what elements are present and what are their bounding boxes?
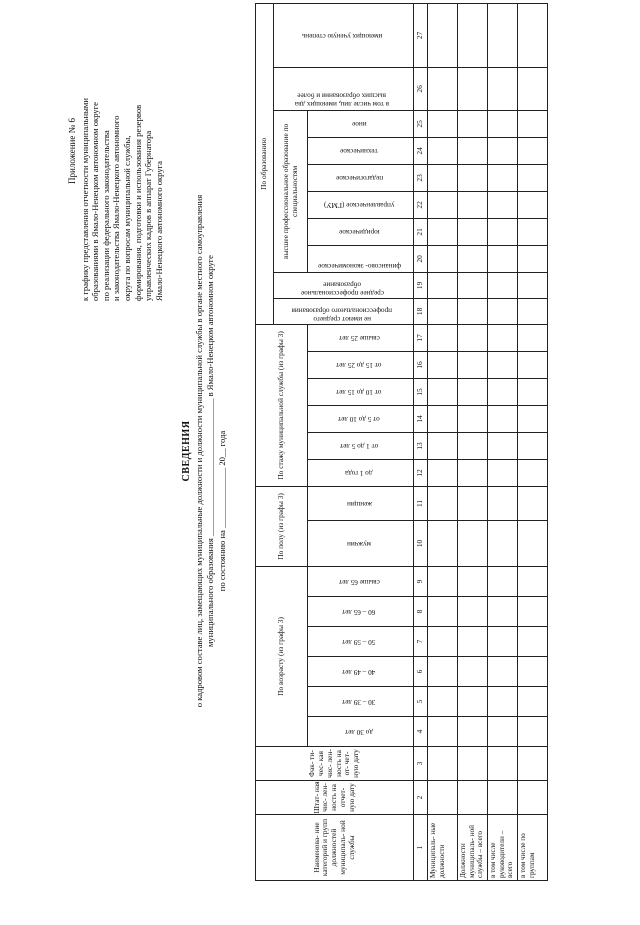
row-label: в том числе по группам	[518, 815, 548, 881]
col-header-spec-3: управленческое (ГМУ)	[308, 191, 414, 218]
col-header-age-1: до 30 лет	[308, 717, 414, 747]
col-number: 26	[414, 67, 428, 110]
col-number: 16	[414, 351, 428, 378]
col-header-staff-count: Штат- ная чис- лен- ность на отчет- ную дату	[256, 781, 414, 815]
data-cell[interactable]	[428, 378, 458, 405]
col-number: 15	[414, 378, 428, 405]
data-cell[interactable]	[518, 459, 548, 486]
data-cell[interactable]	[458, 597, 488, 627]
col-header-age-5: 60 – 65 лет	[308, 597, 414, 627]
col-number: 13	[414, 432, 428, 459]
table-row	[428, 3, 458, 880]
appendix-line: управленческих кадров в аппарат Губернатора	[143, 130, 154, 301]
data-cell[interactable]	[518, 687, 548, 717]
data-cell[interactable]	[488, 245, 518, 272]
data-cell[interactable]	[518, 520, 548, 566]
data-cell[interactable]	[458, 405, 488, 432]
data-cell[interactable]	[458, 566, 488, 596]
col-header-spec-5: техническое	[308, 137, 414, 164]
data-cell[interactable]	[428, 298, 458, 324]
data-cell[interactable]	[458, 272, 488, 298]
data-cell[interactable]	[518, 566, 548, 596]
data-cell[interactable]	[518, 298, 548, 324]
col-number: 7	[414, 627, 428, 657]
data-cell[interactable]	[518, 164, 548, 191]
col-header-category: Наименова- ние категорий и групп должностей муниципаль- ной службы	[256, 815, 414, 881]
data-cell[interactable]	[458, 781, 488, 815]
data-cell[interactable]	[488, 3, 518, 67]
col-header-age-3: 40 – 49 лет	[308, 657, 414, 687]
appendix-line: к графику представления отчетности муниципальными	[79, 98, 90, 301]
data-cell[interactable]	[458, 67, 488, 110]
col-number: 19	[414, 272, 428, 298]
col-number: 27	[414, 3, 428, 67]
data-cell[interactable]	[488, 272, 518, 298]
data-cell[interactable]	[428, 459, 458, 486]
data-cell[interactable]	[488, 520, 518, 566]
data-cell[interactable]	[488, 351, 518, 378]
col-header-actual-count: Фак- ти- чес- кая чис- лен- ность на от- чет- ную дату	[256, 747, 414, 781]
data-cell[interactable]	[458, 324, 488, 351]
data-cell[interactable]	[458, 137, 488, 164]
col-number: 5	[414, 687, 428, 717]
data-cell[interactable]	[458, 191, 488, 218]
data-cell[interactable]	[518, 405, 548, 432]
data-cell[interactable]	[428, 324, 458, 351]
appendix-line: и законодательства Ямало-Ненецкого автономного	[111, 115, 122, 301]
row-label: Должности муниципаль- ной службы – всего	[458, 815, 488, 881]
col-number: 22	[414, 191, 428, 218]
col-number: 4	[414, 717, 428, 747]
col-header-age-6: свыше 65 лет	[308, 566, 414, 596]
data-cell[interactable]	[428, 164, 458, 191]
col-header-two-higher: в том числе лиц, имеющих два высших образования и более	[274, 67, 414, 110]
group-header-sex: По полу (из графы 3)	[256, 486, 308, 566]
data-cell[interactable]	[518, 781, 548, 815]
data-cell[interactable]	[458, 687, 488, 717]
data-cell[interactable]	[488, 717, 518, 747]
data-cell[interactable]	[458, 657, 488, 687]
appendix-number: Приложение № 6	[67, 118, 77, 184]
data-cell[interactable]	[428, 405, 458, 432]
data-cell[interactable]	[458, 298, 488, 324]
col-header-tenure-4: от 10 до 15 лет	[308, 378, 414, 405]
col-number: 1	[414, 815, 428, 881]
data-cell[interactable]	[458, 218, 488, 245]
data-cell[interactable]	[458, 520, 488, 566]
col-number: 2	[414, 781, 428, 815]
col-header-tenure-5: от 15 до 25 лет	[308, 351, 414, 378]
report-title: СВЕДЕНИЯ	[181, 420, 192, 482]
data-cell[interactable]	[458, 3, 488, 67]
data-cell[interactable]	[428, 597, 458, 627]
data-cell[interactable]	[428, 717, 458, 747]
col-header-tenure-2: от 1 до 5 лет	[308, 432, 414, 459]
col-number: 10	[414, 520, 428, 566]
data-cell[interactable]	[428, 272, 458, 298]
appendix-line: Ямало-Ненецкого автономного округа	[153, 161, 164, 301]
data-cell[interactable]	[488, 486, 518, 520]
data-cell[interactable]	[488, 191, 518, 218]
appendix-block	[67, 1, 164, 301]
data-cell[interactable]	[458, 164, 488, 191]
col-header-edu-none: не имеют среднего профессионального образования	[274, 298, 414, 324]
data-cell[interactable]	[428, 110, 458, 137]
data-cell[interactable]	[428, 747, 458, 781]
col-number: 3	[414, 747, 428, 781]
table-row	[518, 3, 548, 880]
data-cell[interactable]	[428, 245, 458, 272]
col-header-age-4: 50 – 59 лет	[308, 627, 414, 657]
data-cell[interactable]	[518, 67, 548, 110]
data-cell[interactable]	[488, 110, 518, 137]
data-cell[interactable]	[488, 67, 518, 110]
col-header-female: женщин	[308, 486, 414, 520]
data-cell[interactable]	[518, 486, 548, 520]
data-cell[interactable]	[428, 137, 458, 164]
table-row	[458, 3, 488, 880]
data-cell[interactable]	[458, 351, 488, 378]
col-number: 14	[414, 405, 428, 432]
data-cell[interactable]	[458, 378, 488, 405]
data-cell[interactable]	[488, 687, 518, 717]
data-cell[interactable]	[488, 747, 518, 781]
col-number: 6	[414, 657, 428, 687]
data-cell[interactable]	[488, 164, 518, 191]
data-cell[interactable]	[518, 432, 548, 459]
date-line: по состоянию на ______________ 20__ года	[216, 430, 227, 592]
data-cell[interactable]	[518, 597, 548, 627]
group-header-education: По образованию	[256, 3, 274, 324]
data-cell[interactable]	[488, 781, 518, 815]
data-cell[interactable]	[488, 566, 518, 596]
group-header-age: По возрасту (из графы 3)	[256, 566, 308, 746]
column-number-row	[414, 3, 428, 880]
municipality-line: муниципального образования ________________________________ в Ямало-Ненецком автономном округе	[205, 254, 216, 648]
report-heading	[182, 37, 227, 865]
data-cell[interactable]	[458, 747, 488, 781]
col-header-male: мужчин	[308, 520, 414, 566]
col-header-degree: имеющих ученую степень	[274, 3, 414, 67]
col-number: 11	[414, 486, 428, 520]
table-row	[488, 3, 518, 880]
col-header-spec-2: юридическое	[308, 218, 414, 245]
col-number: 9	[414, 566, 428, 596]
col-header-spec-4: педагогическое	[308, 164, 414, 191]
col-number: 8	[414, 597, 428, 627]
data-cell[interactable]	[518, 657, 548, 687]
data-cell[interactable]	[518, 351, 548, 378]
col-number: 18	[414, 298, 428, 324]
data-cell[interactable]	[518, 747, 548, 781]
data-cell[interactable]	[488, 218, 518, 245]
data-cell[interactable]	[488, 459, 518, 486]
data-cell[interactable]	[518, 137, 548, 164]
data-cell[interactable]	[488, 657, 518, 687]
data-cell[interactable]	[458, 486, 488, 520]
data-cell[interactable]	[488, 432, 518, 459]
col-number: 23	[414, 164, 428, 191]
data-cell[interactable]	[458, 110, 488, 137]
data-cell[interactable]	[428, 486, 458, 520]
col-number: 25	[414, 110, 428, 137]
appendix-line: по реализации федерального законодательства	[100, 130, 111, 301]
data-cell[interactable]	[518, 245, 548, 272]
data-cell[interactable]	[428, 657, 458, 687]
col-number: 20	[414, 245, 428, 272]
col-header-edu-higher: высшее профессиональное образование по специальностям	[274, 110, 308, 272]
data-cell[interactable]	[428, 191, 458, 218]
data-cell[interactable]	[428, 520, 458, 566]
data-cell[interactable]	[518, 191, 548, 218]
data-cell[interactable]	[518, 272, 548, 298]
data-cell[interactable]	[518, 3, 548, 67]
data-cell[interactable]	[488, 627, 518, 657]
data-cell[interactable]	[488, 137, 518, 164]
col-header-age-2: 30 – 39 лет	[308, 687, 414, 717]
data-cell[interactable]	[428, 627, 458, 657]
data-cell[interactable]	[458, 245, 488, 272]
col-header-spec-1: финансово- экономическое	[308, 245, 414, 272]
col-number: 17	[414, 324, 428, 351]
appendix-line: образованиями в Ямало-Ненецком автономном округе	[90, 102, 101, 301]
data-cell[interactable]	[428, 566, 458, 596]
group-header-tenure: По стажу муниципальной службы (из графы 3)	[256, 324, 308, 486]
col-header-tenure-1: до 1 года	[308, 459, 414, 486]
data-cell[interactable]	[458, 432, 488, 459]
data-cell[interactable]	[428, 781, 458, 815]
staff-table	[255, 3, 548, 881]
row-label: Муниципаль- ные должности	[428, 815, 458, 881]
data-cell[interactable]	[458, 459, 488, 486]
data-cell[interactable]	[518, 110, 548, 137]
col-header-tenure-6: свыше 25 лет	[308, 324, 414, 351]
report-subtitle: о кадровом составе лиц, замещающих муниципальные должности и должности муниципальной службы в органе местного самоуправления	[193, 194, 204, 708]
appendix-line: округа по вопросам муниципальной службы,	[121, 135, 132, 301]
col-number: 21	[414, 218, 428, 245]
data-cell[interactable]	[518, 627, 548, 657]
data-cell[interactable]	[488, 405, 518, 432]
data-cell[interactable]	[488, 597, 518, 627]
col-header-edu-secondary: среднее профессиональное образование	[274, 272, 414, 298]
col-header-tenure-3: от 5 до 10 лет	[308, 405, 414, 432]
data-cell[interactable]	[428, 432, 458, 459]
data-cell[interactable]	[428, 67, 458, 110]
data-cell[interactable]	[458, 627, 488, 657]
data-cell[interactable]	[488, 378, 518, 405]
data-cell[interactable]	[428, 3, 458, 67]
col-number: 12	[414, 459, 428, 486]
row-label: в том числе руководители – всего	[488, 815, 518, 881]
data-cell[interactable]	[428, 687, 458, 717]
appendix-line: формирования, подготовки и использования резервов	[132, 104, 143, 301]
data-cell[interactable]	[518, 324, 548, 351]
data-cell[interactable]	[458, 717, 488, 747]
col-number: 24	[414, 137, 428, 164]
data-cell[interactable]	[488, 324, 518, 351]
data-cell[interactable]	[518, 378, 548, 405]
data-cell[interactable]	[428, 218, 458, 245]
data-cell[interactable]	[518, 218, 548, 245]
data-cell[interactable]	[518, 717, 548, 747]
col-header-spec-6: иное	[308, 110, 414, 137]
data-cell[interactable]	[428, 351, 458, 378]
data-cell[interactable]	[488, 298, 518, 324]
